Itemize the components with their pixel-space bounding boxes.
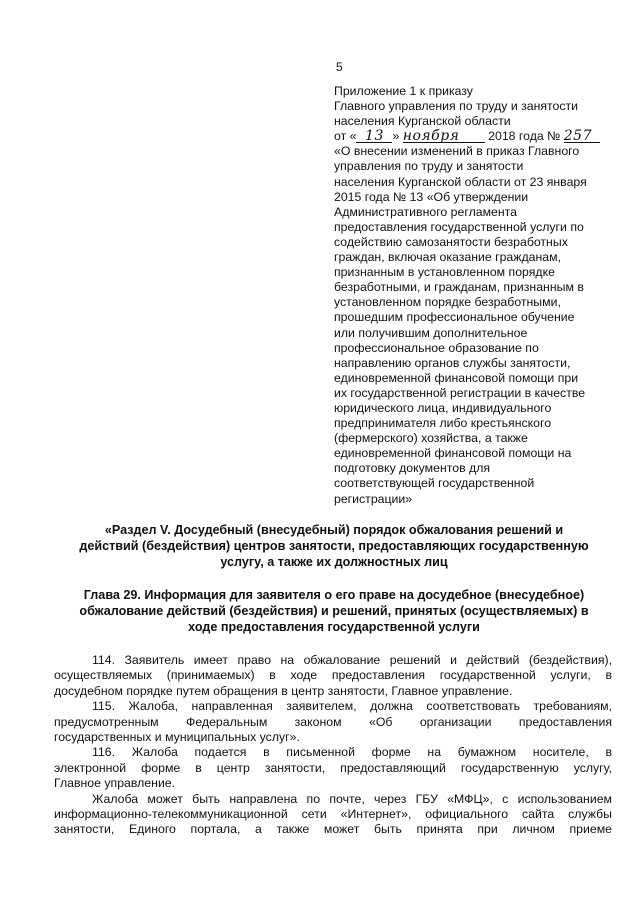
appendix-line: юридического лица, индивидуального xyxy=(334,400,552,415)
paragraph-line: осуществляемых (принимаемых) в ходе предоставления государственной услуги, в xyxy=(54,668,612,683)
chapter-title-line: Глава 29. Информация для заявителя о его праве на досудебное (внесудебное) xyxy=(83,588,585,602)
paragraph xyxy=(54,653,612,699)
paragraph-line: Жалоба может быть направлена по почте, через ГБУ «МФЦ», с использованием xyxy=(92,791,612,806)
appendix-line: прошедшим профессиональное обучение xyxy=(334,310,575,325)
paragraph-line: 114. Заявитель имеет право на обжалование решений и действий (бездействия), xyxy=(92,653,612,667)
paragraph-line: занятости, Единого портала, а также может быть принята при личном приеме xyxy=(54,822,612,837)
page-number: 5 xyxy=(336,60,343,74)
section-title-line: действий (бездействия) центров занятости, предоставляющих государственную xyxy=(79,539,589,553)
handwritten-number: 257 xyxy=(564,130,600,143)
appendix-line: подготовку документов для xyxy=(334,461,491,476)
appendix-line: Главного управления по труду и занятости xyxy=(334,99,579,114)
paragraph-line: 115. Жалоба, направленная заявителем, должна соответствовать требованиям, xyxy=(92,699,612,714)
handwritten-month: ноября xyxy=(403,130,485,143)
paragraph-line: досудебном порядке путем обращения в центр занятости, Главное управление. xyxy=(54,683,513,698)
appendix-line: Приложение 1 к приказу xyxy=(334,84,473,98)
chapter-title-line: ходе предоставления государственной услуги xyxy=(188,620,480,634)
appendix-line: (фермерского) хозяйства, а также xyxy=(334,431,528,446)
date-mid: » xyxy=(392,129,400,144)
appendix-line: предпринимателя либо крестьянского xyxy=(334,416,552,431)
appendix-line: Административного регламента xyxy=(334,204,518,219)
appendix-line: направлению органов службы занятости, xyxy=(334,355,571,370)
section-title xyxy=(54,522,614,570)
paragraph-line: 116. Жалоба подается в письменной форме на бумажном носителе, в xyxy=(92,745,612,760)
paragraph-line: электронной форме в центр занятости, предоставляющий государственную услугу, xyxy=(54,760,612,775)
paragraph xyxy=(54,699,612,745)
appendix-line: граждан, включая оказание гражданам, xyxy=(334,250,562,265)
chapter-title xyxy=(54,587,614,635)
section-title-line: услугу, а также их должностных лиц xyxy=(220,555,448,569)
appendix-line: населения Курганской области от 23 января xyxy=(334,174,587,189)
appendix-line: безработными, и гражданам, признанным в xyxy=(334,280,584,295)
section-title-line: «Раздел V. Досудебный (внесудебный) порядок обжалования решений и xyxy=(104,523,564,537)
appendix-line: содействию самозанятости безработных xyxy=(334,234,568,249)
appendix-line: 2015 года № 13 «Об утверждении xyxy=(334,189,529,204)
paragraph xyxy=(54,792,612,838)
paragraph-line: Главное управление. xyxy=(54,776,176,791)
paragraph-line: предусмотренным Федеральным законом «Об организации предоставления xyxy=(54,714,612,729)
appendix-line: или получившим дополнительное xyxy=(334,325,528,340)
paragraph-line: государственных и муниципальных услуг». xyxy=(54,730,300,745)
appendix-line: регистрации» xyxy=(334,491,413,506)
appendix-line: единовременной финансовой помощи при xyxy=(334,370,579,385)
appendix-line: признанным в установленном порядке xyxy=(334,265,555,280)
paragraph-line: информационно-телекоммуникационной сети «Интернет», официального сайта службы xyxy=(54,807,612,822)
appendix-line: соответствующей государственной xyxy=(334,476,535,491)
appendix-line: единовременной финансовой помощи на xyxy=(334,446,572,461)
appendix-line: «О внесении изменений в приказ Главного xyxy=(334,144,580,159)
chapter-title-line: обжалование действий (бездействия) и решений, принятых (осуществляемых) в xyxy=(79,604,589,618)
appendix-line: предоставления государственной услуги по xyxy=(334,219,584,234)
handwritten-day: 13 xyxy=(356,130,392,143)
appendix-line: управления по труду и занятости xyxy=(334,159,524,174)
appendix-block xyxy=(334,84,604,507)
appendix-date-line xyxy=(334,129,604,144)
appendix-line: населения Курганской области xyxy=(334,114,511,129)
date-year: 2018 года № xyxy=(488,129,561,144)
appendix-line: профессиональное образование по xyxy=(334,340,539,355)
appendix-order-title xyxy=(334,144,604,506)
paragraph xyxy=(54,745,612,791)
appendix-line: установленном порядке безработными, xyxy=(334,295,561,310)
date-prefix: от « xyxy=(334,129,357,144)
appendix-line: их государственной регистрации в качестве xyxy=(334,385,586,400)
body-text xyxy=(54,653,612,838)
